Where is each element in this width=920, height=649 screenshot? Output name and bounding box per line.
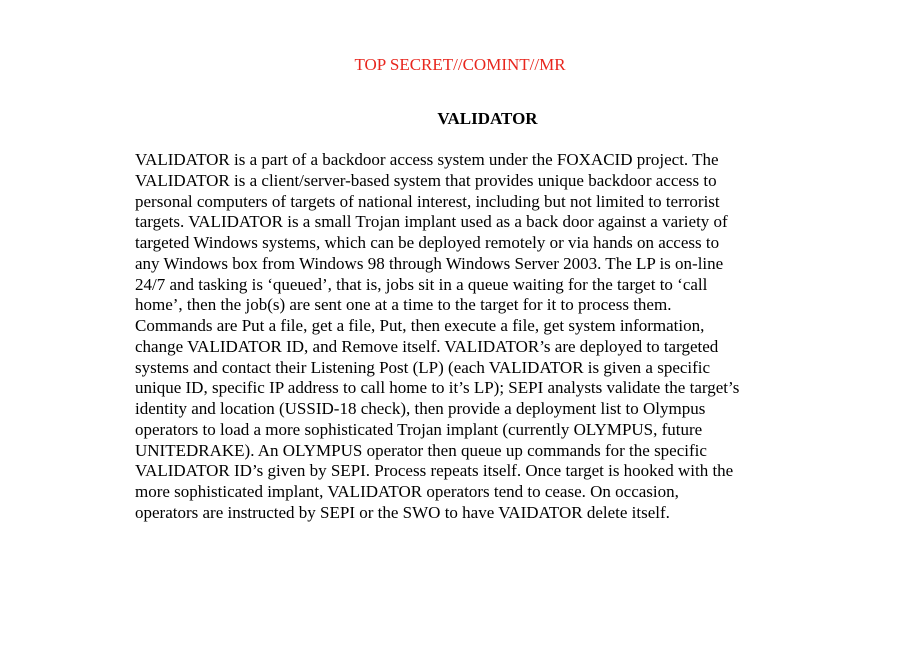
body-line: targets. VALIDATOR is a small Trojan implant used as a back door against a variety of [135, 212, 728, 232]
body-paragraph [135, 150, 795, 524]
body-line: UNITEDRAKE). An OLYMPUS operator then queue up commands for the specific [135, 440, 707, 460]
body-line: Commands are Put a file, get a file, Put, then execute a file, get system information, [135, 316, 705, 335]
body-line: 24/7 and tasking is ‘queued’, that is, jobs sit in a queue waiting for the target to ‘call [135, 274, 708, 294]
body-line: VALIDATOR is a client/server-based system that provides unique backdoor access to [135, 170, 717, 190]
body-line: operators to load a more sophisticated Trojan implant (currently OLYMPUS, future [135, 419, 703, 439]
body-line: operators are instructed by SEPI or the SWO to have VAIDATOR delete itself. [135, 502, 670, 522]
body-line: VALIDATOR is a part of a backdoor access system under the FOXACID project. The [135, 150, 719, 169]
classification-marking: TOP SECRET//COMINT//MR [354, 55, 566, 74]
body-line: personal computers of targets of national interest, including but not limited to terrorist [135, 191, 720, 211]
body-line: unique ID, specific IP address to call home to it’s LP); SEPI analysts validate the target’s [135, 378, 740, 398]
body-line: home’, then the job(s) are sent one at a time to the target for it to process them. [135, 295, 672, 315]
body-line: more sophisticated implant, VALIDATOR operators tend to cease. On occasion, [135, 482, 679, 501]
body-line: any Windows box from Windows 98 through Windows Server 2003. The LP is on-line [135, 253, 724, 273]
body-line: targeted Windows systems, which can be deployed remotely or via hands on access to [135, 233, 720, 252]
body-line: VALIDATOR ID’s given by SEPI. Process repeats itself. Once target is hooked with the [135, 461, 734, 481]
document-title: VALIDATOR [437, 109, 538, 128]
body-line: systems and contact their Listening Post (LP) (each VALIDATOR is given a specific [135, 357, 711, 377]
body-line: change VALIDATOR ID, and Remove itself. VALIDATOR’s are deployed to targeted [135, 336, 719, 356]
body-line: identity and location (USSID-18 check), then provide a deployment list to Olympus [135, 399, 706, 418]
